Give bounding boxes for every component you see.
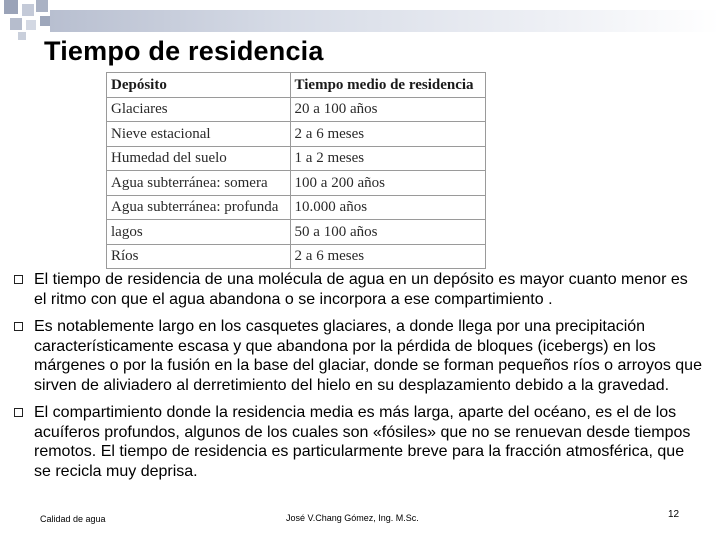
deco-square — [40, 16, 50, 26]
bullet-text: El tiempo de residencia de una molécula de agua en un depósito es mayor cuanto menor es el ritmo con que el agua abandona o se incorpora a ese compartimiento . — [34, 271, 688, 308]
table-row — [107, 220, 486, 245]
table-cell-time: 20 a 100 años — [290, 97, 485, 122]
deco-square — [4, 0, 18, 14]
square-bullet-icon — [14, 322, 23, 331]
deco-square — [22, 4, 34, 16]
header-gradient-band — [50, 10, 720, 32]
table-cell-time: 1 a 2 meses — [290, 146, 485, 171]
slide-title: Tiempo de residencia — [44, 36, 324, 66]
table-cell-deposit: Agua subterránea: profunda — [107, 195, 291, 220]
deco-square — [36, 0, 48, 12]
table-row — [107, 244, 486, 269]
residence-time-table — [106, 72, 486, 269]
deco-square — [26, 20, 36, 30]
page-number: 12 — [668, 509, 680, 520]
table-cell-time: 50 a 100 años — [290, 220, 485, 245]
table-cell-time: 100 a 200 años — [290, 171, 485, 196]
table-cell-time: 2 a 6 meses — [290, 244, 485, 269]
footer-course-name: Calidad de agua — [40, 514, 106, 524]
table-cell-deposit: Glaciares — [107, 97, 291, 122]
table-cell-time: 10.000 años — [290, 195, 485, 220]
bullet-list — [14, 270, 704, 489]
table-row — [107, 146, 486, 171]
square-bullet-icon — [14, 275, 23, 284]
table-cell-deposit: Humedad del suelo — [107, 146, 291, 171]
deco-square — [18, 32, 26, 40]
square-bullet-icon — [14, 408, 23, 417]
bullet-item — [14, 270, 704, 309]
table-cell-deposit: Agua subterránea: somera — [107, 171, 291, 196]
table-cell-deposit: lagos — [107, 220, 291, 245]
column-header-deposit: Depósito — [107, 73, 291, 98]
bullet-item — [14, 403, 704, 481]
deco-square — [10, 18, 22, 30]
table-header-row — [107, 73, 486, 98]
table-cell-deposit: Ríos — [107, 244, 291, 269]
bullet-item — [14, 317, 704, 395]
bullet-text: El compartimiento donde la residencia media es más larga, aparte del océano, es el de los acuíferos profundos, algunos de los cuales son «fósiles» que no se renuevan desde tiempos remotos. El tiempo de residencia es particularmente breve para la fracción atmosférica, que se recicla muy deprisa. — [34, 404, 691, 480]
table-cell-time: 2 a 6 meses — [290, 122, 485, 147]
table-row — [107, 97, 486, 122]
column-header-residence-time: Tiempo medio de residencia — [290, 73, 485, 98]
table-row — [107, 122, 486, 147]
bullet-text: Es notablemente largo en los casquetes glaciares, a donde llega por una precipitación característicamente escasa y que abandona por la pérdida de bloques (icebergs) en los márgenes o por la fusión en la base del glaciar, donde se forman pequeños ríos o arroyos que sirven de aliviadero al derretimiento del hielo en su desplazamiento debido a la gravedad. — [34, 318, 702, 394]
footer-author: José V.Chang Gómez, Ing. M.Sc. — [286, 513, 419, 523]
table-row — [107, 195, 486, 220]
table-row — [107, 171, 486, 196]
table-cell-deposit: Nieve estacional — [107, 122, 291, 147]
